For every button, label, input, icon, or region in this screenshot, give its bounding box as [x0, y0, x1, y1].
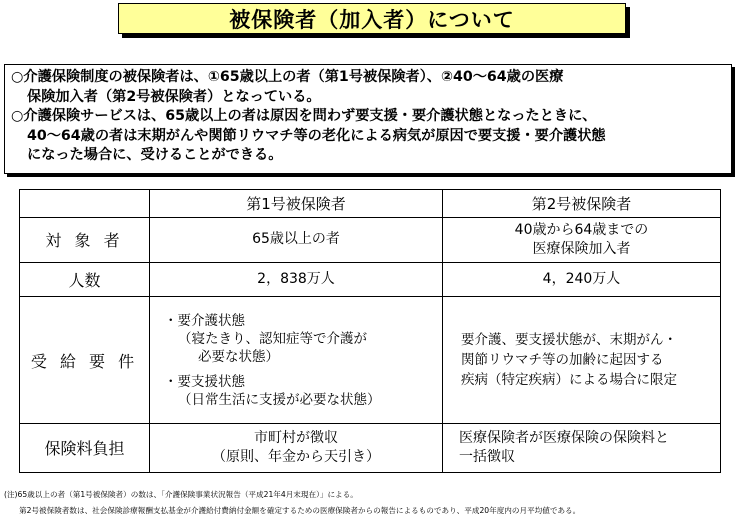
premium-col1-line2: （原則、年金から天引き） — [212, 448, 380, 465]
summary-box — [4, 64, 732, 174]
requirements-col2 — [443, 297, 721, 424]
page-title: 被保険者（加入者）について — [118, 3, 626, 34]
premium-col2-line2: 一括徴収 — [459, 448, 515, 465]
req-item-care: ・要介護状態 — [164, 312, 245, 329]
summary-line-3: ○介護保険サービスは、65歳以上の者は原因を問わず要支援・要介護状態となったときに、 — [11, 108, 597, 125]
table-row-requirements — [20, 297, 721, 424]
premium-col1-line1: 市町村が徴収 — [254, 429, 338, 446]
premium-col1 — [150, 423, 443, 472]
target-col2 — [443, 217, 721, 262]
summary-line-5: になった場合に、受けることができる。 — [27, 147, 283, 164]
summary-line-1: ○介護保険制度の被保険者は、①65歳以上の者（第1号被保険者）、②40～64歳の医療 — [11, 69, 564, 85]
footnote-2: 第2号被保険者数は、社会保険診療報酬支払基金が介護給付費納付金額を確定するための医療保険者からの報告によるものであり、平成20年度内の月平均値である。 — [19, 506, 581, 515]
table-row-target — [20, 217, 721, 262]
footnotes — [4, 487, 580, 519]
req-col2-line2: 関節リウマチ等の加齢に起因する — [461, 352, 664, 369]
row-label-target: 対 象 者 — [20, 217, 150, 262]
req-item-care-desc2: 必要な状態） — [198, 348, 279, 365]
header-blank — [20, 190, 150, 218]
premium-col2-line1: 医療保険者が医療保険の保険料と — [459, 429, 669, 446]
row-label-requirements: 受 給 要 件 — [20, 297, 150, 424]
target-col1: 65歳以上の者 — [150, 217, 443, 262]
target-col2-line2: 医療保険加入者 — [532, 240, 631, 257]
summary-line-4: 40～64歳の者は末期がんや関節リウマチ等の老化による病気が原因で要支援・要介護状態 — [27, 127, 606, 144]
table-header-row — [20, 190, 721, 218]
requirements-col1 — [150, 297, 443, 424]
req-col2-line1: 要介護、要支援状態が、末期がん・ — [461, 332, 677, 349]
table-row-count — [20, 262, 721, 297]
header-category-2: 第2号被保険者 — [443, 190, 721, 218]
summary-line-2: 保険加入者（第2号被保険者）となっている。 — [27, 88, 321, 105]
req-item-support: ・要支援状態 — [164, 373, 245, 390]
count-col1: 2，838万人 — [150, 262, 443, 297]
count-col2: 4，240万人 — [443, 262, 721, 297]
footnote-1: (注)65歳以上の者（第1号被保険者）の数は、「介護保険事業状況報告（平成21年4月末現在）」による。 — [4, 490, 358, 499]
req-col2-line3: 疾病（特定疾病）による場合に限定 — [461, 372, 677, 389]
insured-comparison-table — [19, 189, 721, 473]
premium-col2 — [443, 423, 721, 472]
req-item-support-desc: （日常生活に支援が必要な状態） — [178, 391, 381, 408]
req-item-care-desc1: （寝たきり、認知症等で介護が — [178, 330, 367, 347]
row-label-count: 人数 — [20, 262, 150, 297]
row-label-premium: 保険料負担 — [20, 423, 150, 472]
table-row-premium — [20, 423, 721, 472]
header-category-1: 第1号被保険者 — [150, 190, 443, 218]
target-col2-line1: 40歳から64歳までの — [514, 221, 649, 238]
